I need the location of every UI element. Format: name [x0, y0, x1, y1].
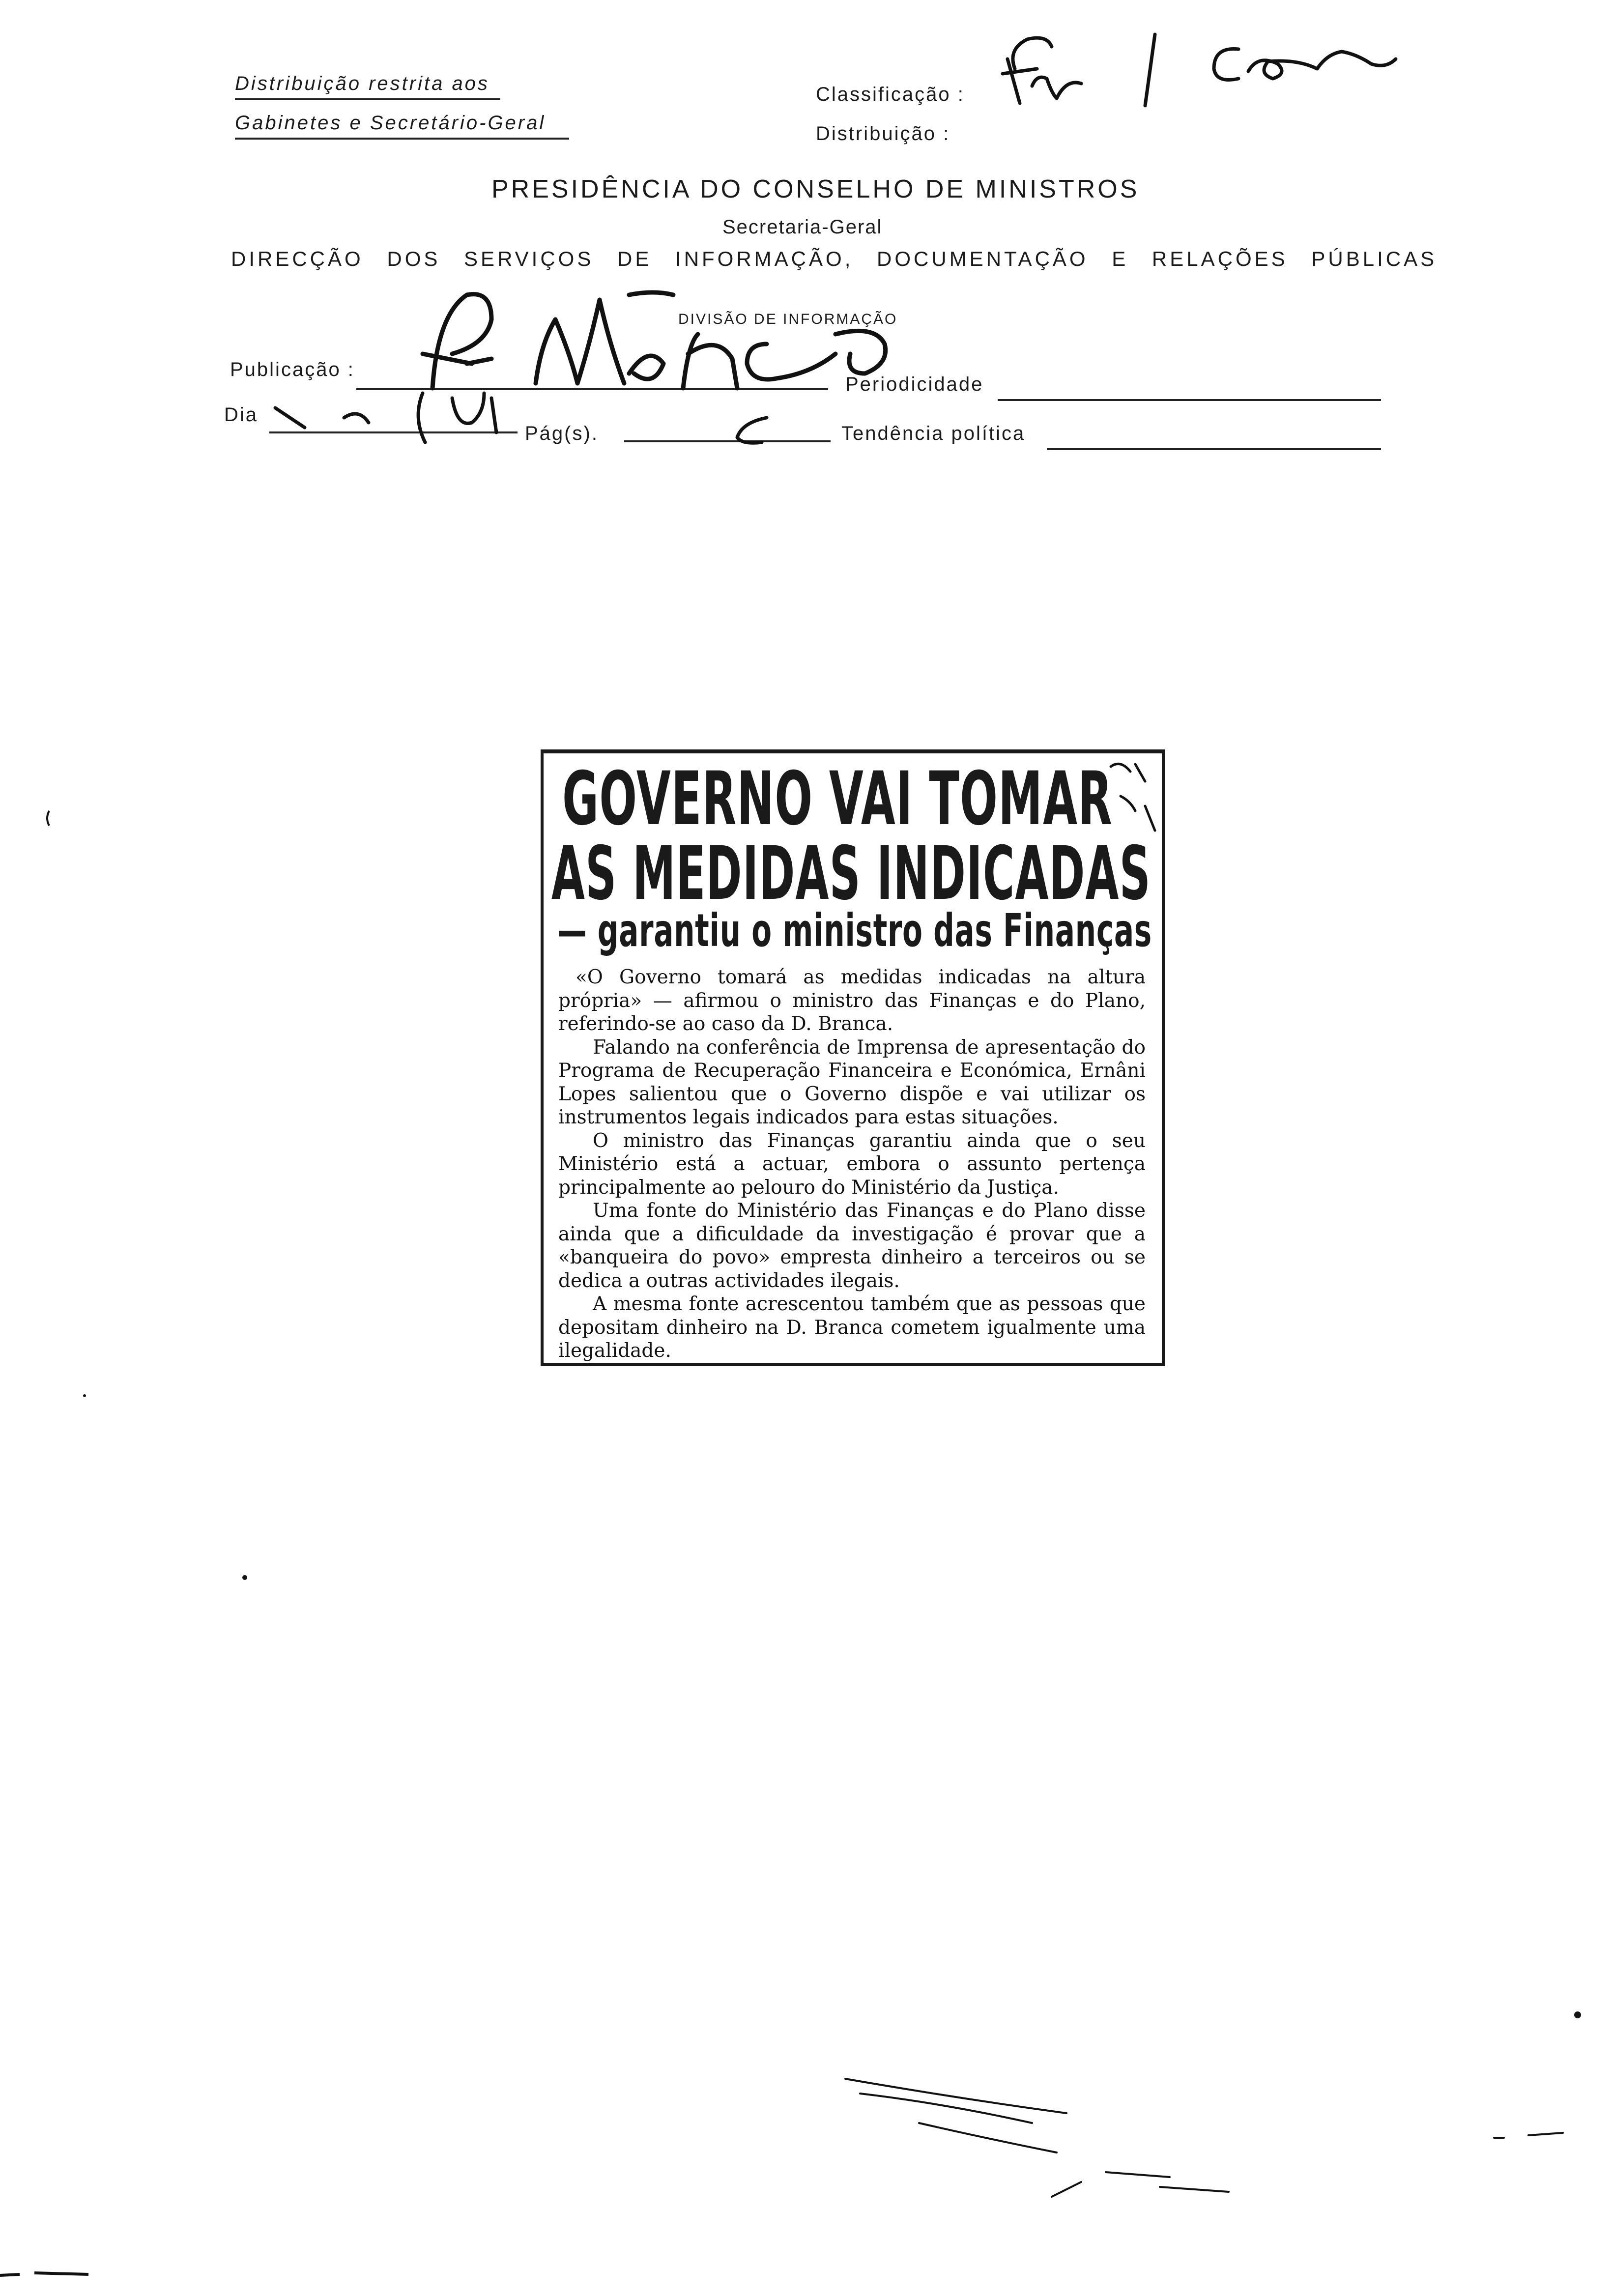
handwriting-stroke: [1111, 764, 1145, 781]
handwriting-stroke: [491, 398, 496, 432]
periodicity-label: Periodicidade: [845, 373, 984, 395]
handwriting-stroke: [1032, 77, 1081, 98]
subheadline: — garantiu o ministro das Finanças: [557, 904, 1152, 957]
handwriting-stroke: [629, 356, 663, 379]
handwriting-stroke: [432, 294, 491, 388]
handwriting-stroke: [835, 331, 886, 373]
handwriting-stroke: [275, 408, 305, 428]
handwriting-stroke: [1214, 49, 1238, 80]
scan-mark: [0, 2273, 88, 2275]
publication-label: Publicação :: [230, 359, 355, 380]
handwriting-stroke: [1121, 796, 1155, 831]
handwriting-stroke: [1052, 2182, 1081, 2197]
handwriting-stroke: [344, 414, 369, 423]
directorate-line: DIRECÇÃO DOS SERVIÇOS DE INFORMAÇÃO, DOCUMENTAÇÃO E RELAÇÕES PÚBLICAS: [231, 247, 1438, 270]
article-paragraph: O ministro das Finanças garantiu ainda que o seu Ministério está a actuar, embora o assunto pertença principalmente ao pelouro do Ministério da Justiça.: [558, 1129, 1146, 1199]
headline-line-1: GOVERNO VAI TOMAR: [562, 756, 1113, 842]
scan-mark: [47, 811, 49, 826]
article-paragraph: «O Governo tomará as medidas indicadas na altura própria» — afirmou o ministro das Finanças e do Plano, referindo-se ao caso da D. Branca.: [558, 966, 1146, 1035]
scan-speck: [83, 1394, 86, 1397]
headline-line-2: AS MEDIDAS INDICADAS: [551, 831, 1151, 917]
article-paragraph: Falando na conferência de Imprensa de apresentação do Programa de Recuperação Financeira e Económica, Ernâni Lopes salientou que o Governo dispõe e vai utilizar os instrumentos legais indicados para estas situações.: [558, 1036, 1146, 1128]
article-paragraph: Uma fonte do Ministério das Finanças e do Plano disse ainda que a dificuldade da investigação é provar que a «banqueira do povo» empresta dinheiro a terceiros ou se dedica a outras actividades ilegais.: [558, 1200, 1146, 1292]
handwriting-stroke: [1248, 52, 1396, 79]
restriction-line-2: Gabinetes e Secretário-Geral: [235, 112, 546, 134]
day-label: Dia: [224, 404, 259, 426]
handwriting-stroke: [683, 334, 737, 388]
handwriting-stroke: [452, 393, 484, 423]
division-line: DIVISÃO DE INFORMAÇÃO: [678, 311, 898, 327]
handwriting-stroke: [737, 418, 767, 443]
distribution-label: Distribuição :: [816, 123, 950, 144]
article-paragraph: A mesma fonte acrescentou também que as pessoas que depositam dinheiro na D. Branca cometem igualmente uma ilegalidade.: [558, 1293, 1146, 1362]
handwriting-stroke: [536, 300, 624, 383]
handwriting-stroke: [1106, 2172, 1229, 2192]
handwriting-stroke: [423, 354, 491, 364]
pages-label: Pág(s).: [525, 423, 599, 444]
organization-title: PRESIDÊNCIA DO CONSELHO DE MINISTROS: [491, 175, 1140, 203]
handwriting-stroke: [860, 2094, 1032, 2123]
scan-speck: [1574, 2011, 1581, 2018]
handwriting-stroke: [1013, 38, 1052, 69]
handwriting-stroke: [919, 2123, 1057, 2152]
restriction-line-1: Distribuição restrita aos: [235, 73, 489, 94]
handwriting-stroke: [747, 344, 835, 379]
handwriting-stroke: [629, 292, 673, 295]
classification-label: Classificação :: [816, 84, 965, 105]
scan-speck: [242, 1575, 247, 1580]
political-tendency-label: Tendência política: [841, 423, 1026, 444]
handwriting-stroke: [418, 393, 425, 442]
secretariat-subtitle: Secretaria-Geral: [722, 216, 883, 238]
handwriting-stroke: [1494, 2133, 1563, 2138]
handwriting-stroke: [1003, 69, 1037, 74]
handwriting-stroke: [1145, 34, 1155, 106]
